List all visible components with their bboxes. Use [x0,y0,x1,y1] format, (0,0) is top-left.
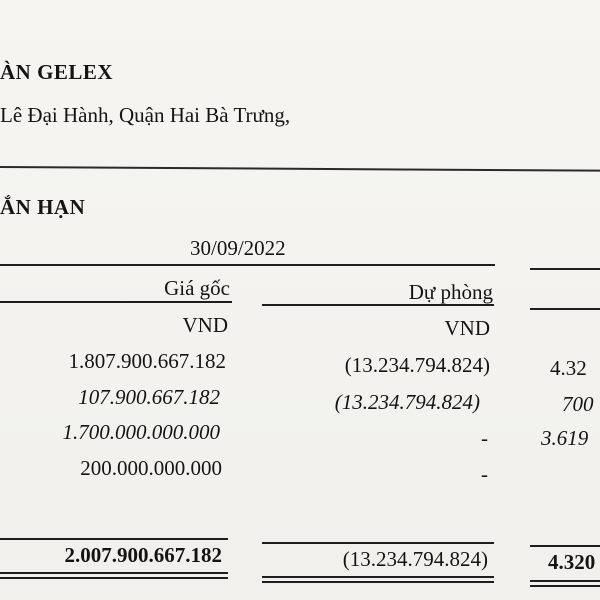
header-divider [0,166,600,172]
unit-cost: VND [182,313,228,337]
total-double-rule-next-1 [530,580,600,582]
row-2-provision: (13.234.794.824) [334,390,480,414]
total-double-rule-cost-2 [0,577,228,579]
total-provision: (13.234.794.824) [342,547,488,571]
total-double-rule-next-2 [530,585,600,587]
company-name: ÀN GELEX [0,60,114,84]
date-underline-next [530,268,600,270]
row-1-cost: 1.807.900.667.182 [68,349,226,373]
unit-provision: VND [444,316,490,340]
row-1-next: 4.32 [550,356,587,380]
period-date: 30/09/2022 [190,236,286,260]
total-double-rule-provision-2 [262,581,494,583]
row-1-provision: (13.234.794.824) [344,353,490,377]
row-4-cost: 200.000.000.000 [80,456,222,480]
company-address: Lê Đại Hành, Quận Hai Bà Trưng, [0,103,291,127]
section-title: ẮN HẠN [0,195,86,219]
row-2-cost: 107.900.667.182 [78,385,220,409]
header-cost: Giá gốc [164,276,230,300]
subtotal-rule-next [530,545,600,547]
total-cost: 2.007.900.667.182 [64,543,222,567]
total-double-rule-cost-1 [0,572,228,574]
total-double-rule-provision-1 [262,576,494,578]
header-underline-provision [262,304,494,306]
header-provision: Dự phòng [408,280,493,304]
row-3-next: 3.619 [541,426,589,450]
subtotal-rule-cost [0,538,228,540]
date-underline [0,264,495,266]
total-next: 4.320 [548,550,596,574]
subtotal-rule-provision [262,542,494,544]
row-3-provision: - [481,426,488,450]
row-4-provision: - [481,462,488,486]
row-2-next: 700 [562,392,594,416]
header-underline-next [530,308,600,310]
row-3-cost: 1.700.000.000.000 [62,420,220,444]
header-underline-cost [0,301,232,303]
